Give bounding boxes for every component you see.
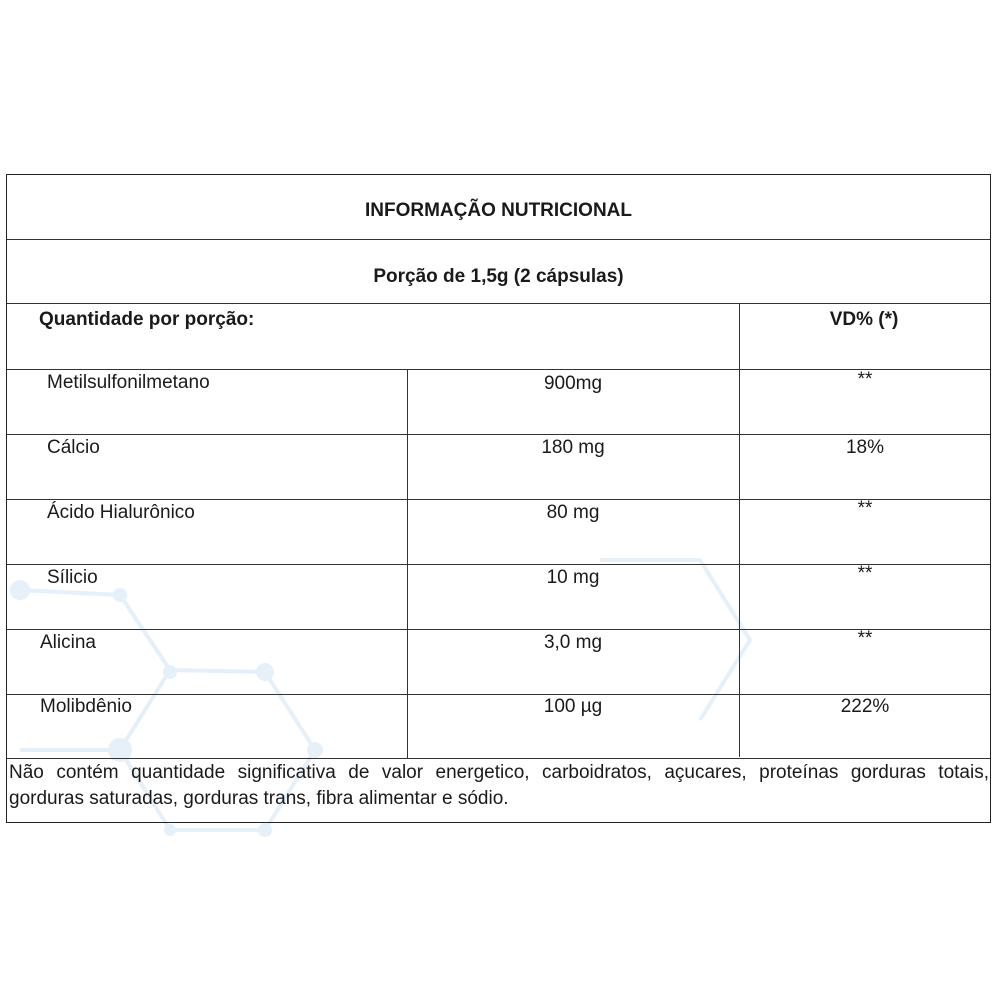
- table-row-vd: **: [857, 498, 873, 519]
- table-row-name: Alicina: [40, 632, 96, 653]
- table-row-vd: 222%: [840, 696, 890, 717]
- table-row-name: Molibdênio: [40, 696, 132, 717]
- nutrition-table: [6, 174, 991, 823]
- table-row-vd: **: [857, 369, 873, 390]
- vd-header: VD% (*): [829, 309, 899, 330]
- table-title: INFORMAÇÃO NUTRICIONAL: [364, 200, 633, 221]
- table-row-vd: **: [857, 563, 873, 584]
- divider: [7, 303, 990, 304]
- divider: [7, 434, 990, 435]
- table-row-amount: 900mg: [543, 373, 603, 394]
- table-row-amount: 180 mg: [541, 437, 605, 458]
- table-row-vd: **: [857, 628, 873, 649]
- footnote: Não contém quantidade significativa de valor energetico, carboidratos, açucares, proteínas gorduras totais, gorduras saturadas, gorduras trans, fibra alimentar e sódio.: [9, 762, 989, 809]
- table-row-name: Ácido Hialurônico: [47, 502, 195, 523]
- table-row-name: Metilsulfonilmetano: [47, 372, 210, 393]
- table-row-amount: 80 mg: [546, 502, 600, 523]
- table-row-name: Cálcio: [47, 437, 100, 458]
- table-row-vd: 18%: [845, 437, 885, 458]
- divider: [7, 758, 990, 759]
- table-row-amount: 3,0 mg: [543, 632, 603, 653]
- divider: [7, 239, 990, 240]
- table-row-amount: 10 mg: [546, 567, 600, 588]
- table-row-name: Sílicio: [47, 567, 98, 588]
- portion-size: Porção de 1,5g (2 cápsulas): [373, 266, 624, 287]
- quantity-header: Quantidade por porção:: [39, 309, 255, 330]
- table-row-amount: 100 µg: [543, 696, 603, 717]
